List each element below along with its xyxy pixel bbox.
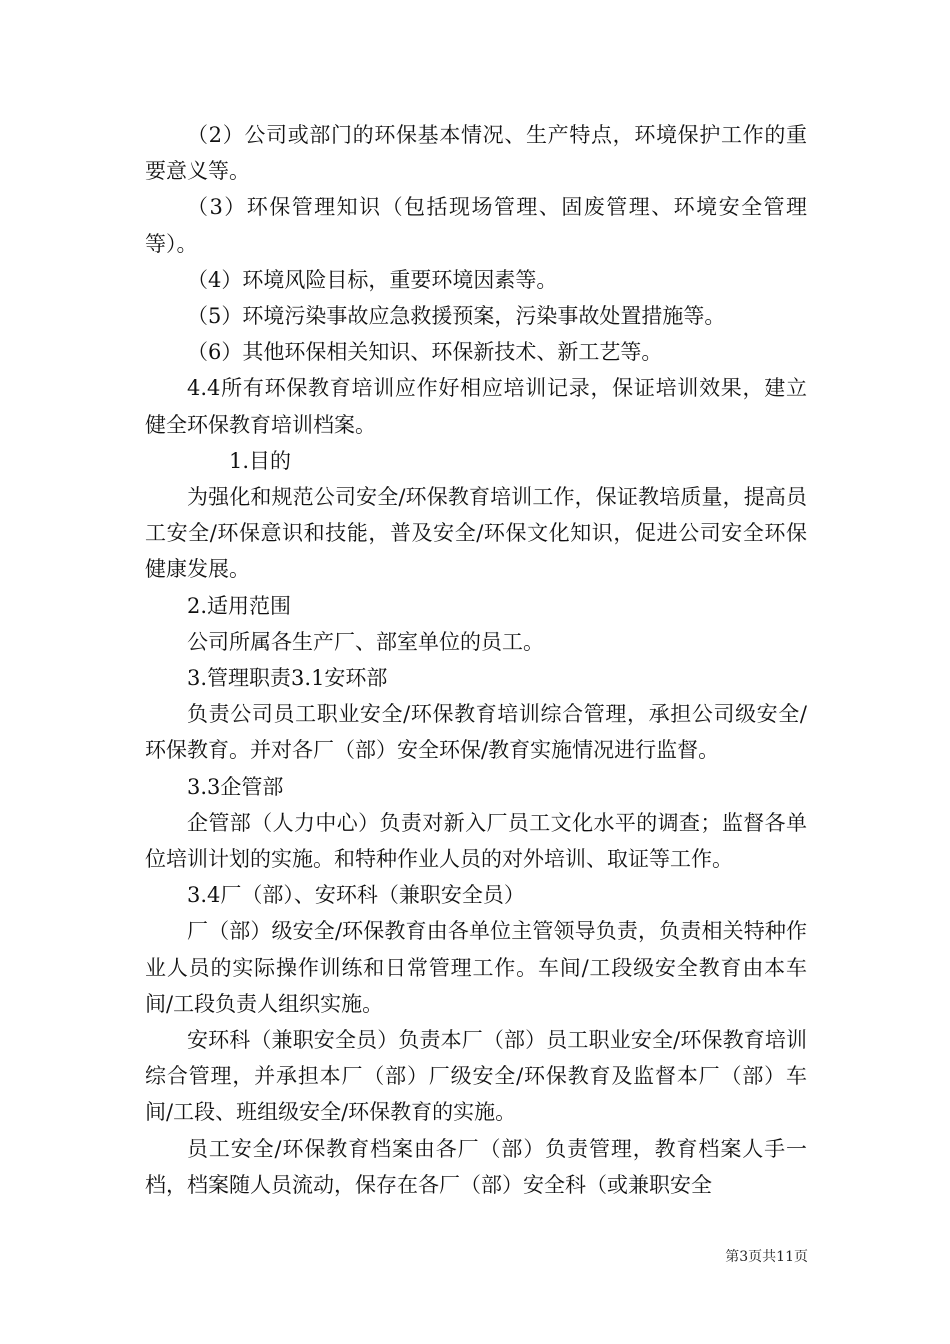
paragraph: 公司所属各生产厂、部室单位的员工。 [187,629,544,654]
paragraph: （2）公司或部门的环保基本情况、生产特点，环境保护工作的重要意义等。 [145,123,807,184]
document-body [145,117,807,1203]
paragraph: （3）环保管理知识（包括现场管理、固废管理、环境安全管理等）。 [145,195,807,256]
paragraph: 3.3企管部 [187,774,284,799]
paragraph: 4.4所有环保教育培训应作好相应培训记录，保证培训效果，建立健全环保教育培训档案。 [145,376,807,437]
paragraph: 3.4厂（部）、安环科（兼职安全员） [187,883,525,908]
paragraph: 员工安全/环保教育档案由各厂（部）负责管理，教育档案人手一档，档案随人员流动，保存在各厂（部）安全科（或兼职安全 [145,1136,807,1197]
paragraph: （4）环境风险目标，重要环境因素等。 [187,267,558,292]
paragraph: 负责公司员工职业安全/环保教育培训综合管理，承担公司级安全/环保教育。并对各厂（部）安全环保/教育实施情况进行监督。 [145,702,807,763]
paragraph: 为强化和规范公司安全/环保教育培训工作，保证教培质量，提高员工安全/环保意识和技能，普及安全/环保文化知识，促进公司安全环保健康发展。 [145,485,807,582]
paragraph: 3.管理职责3.1安环部 [187,666,388,691]
paragraph: 厂（部）级安全/环保教育由各单位主管领导负责，负责相关特种作业人员的实际操作训练和日常管理工作。车间/工段级安全教育由本车间/工段负责人组织实施。 [145,919,807,1016]
paragraph: 企管部（人力中心）负责对新入厂员工文化水平的调查；监督各单位培训计划的实施。和特种作业人员的对外培训、取证等工作。 [145,810,807,872]
paragraph: 1.目的 [229,448,292,473]
paragraph: 安环科（兼职安全员）负责本厂（部）员工职业安全/环保教育培训综合管理，并承担本厂（部）厂级安全/环保教育及监督本厂（部）车间/工段、班组级安全/环保教育的实施。 [145,1028,807,1125]
page-number: 第3页共11页 [725,1249,808,1265]
paragraph: （6）其他环保相关知识、环保新技术、新工艺等。 [187,340,663,365]
paragraph: （5）环境污染事故应急救援预案，污染事故处置措施等。 [187,304,726,329]
paragraph: 2.适用范围 [187,593,292,618]
